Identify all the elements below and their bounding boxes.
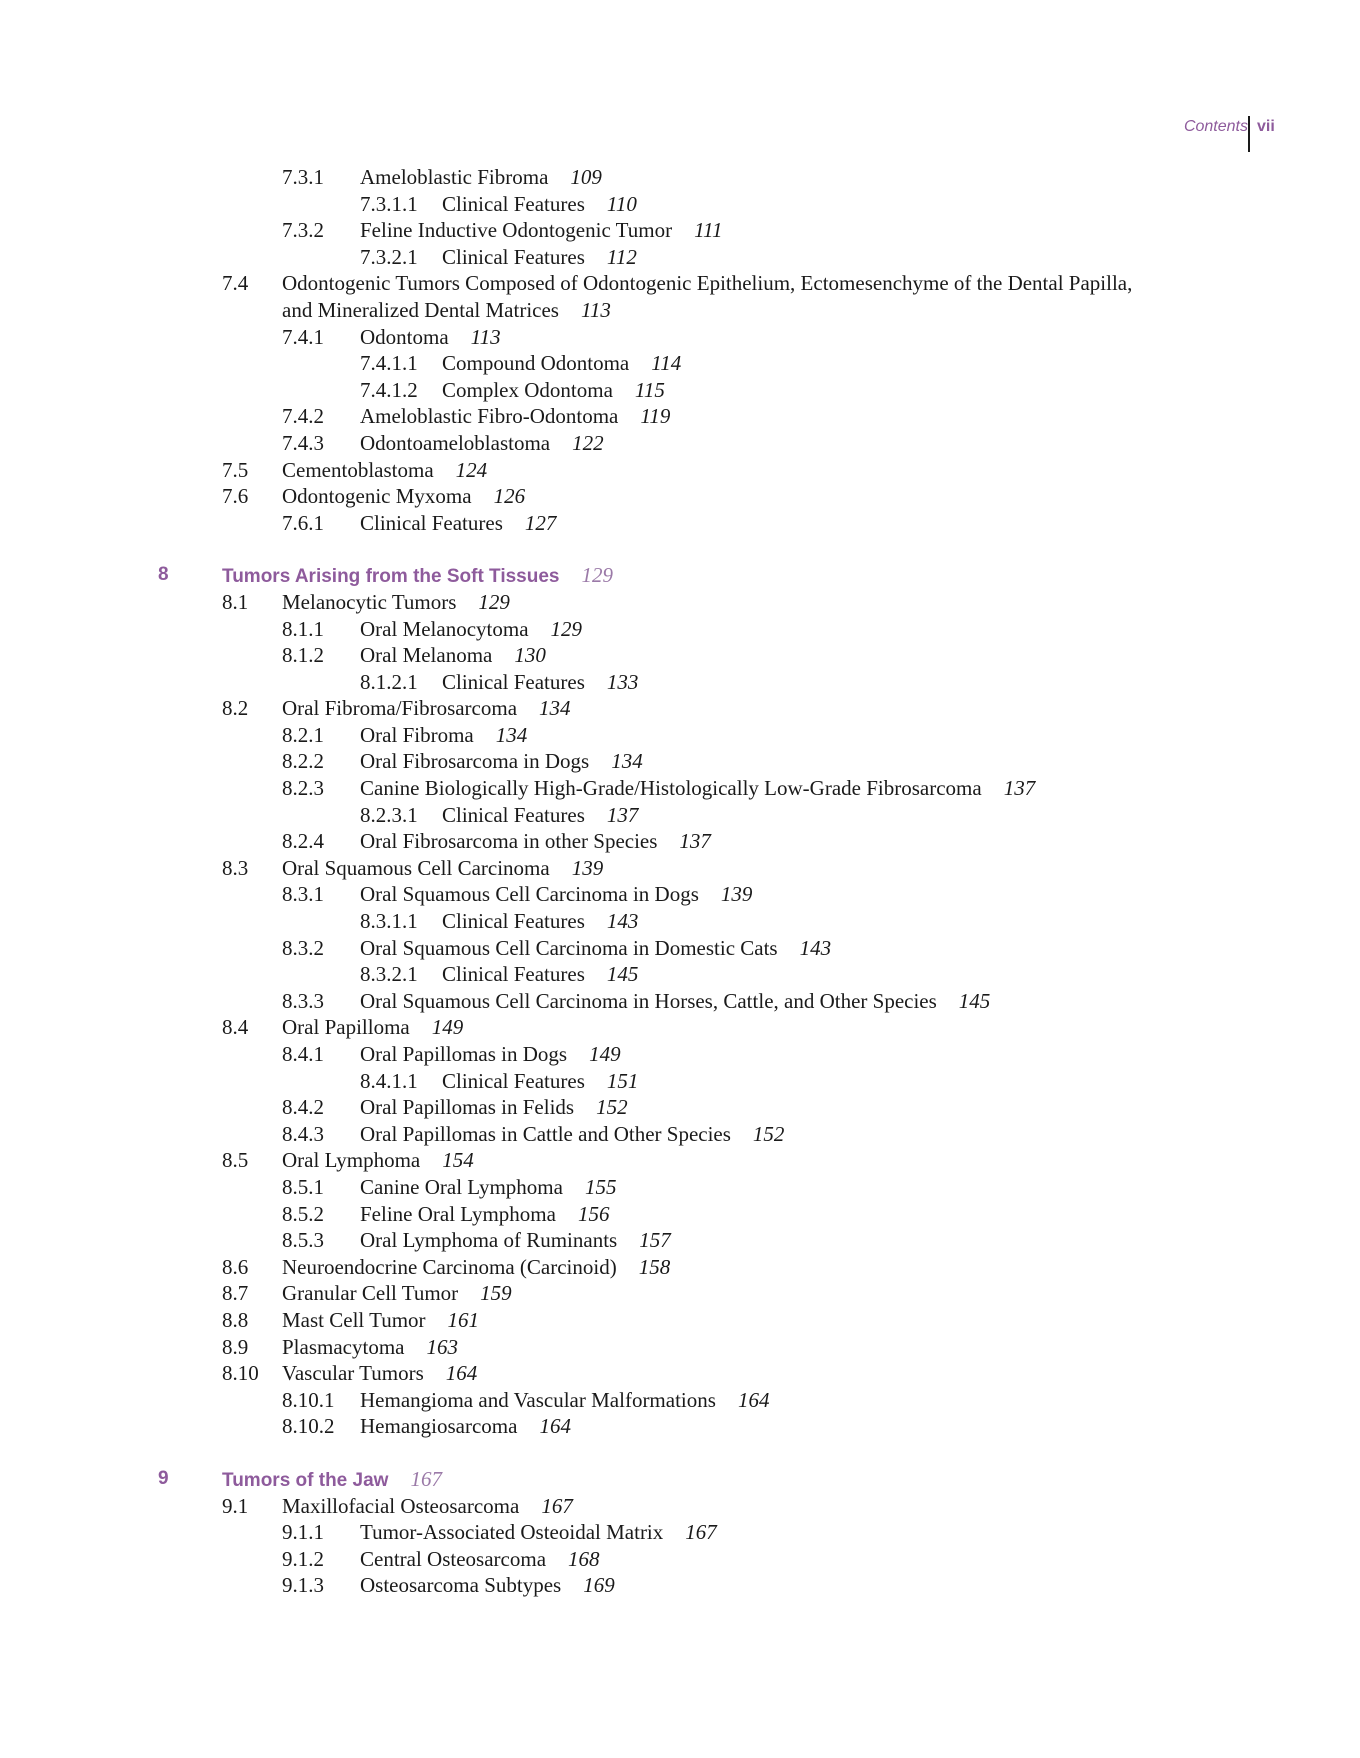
toc-entry-title: Odontogenic Myxoma (282, 484, 472, 509)
toc-entry[interactable] (0, 1334, 1360, 1361)
toc-entry-title-group (282, 1147, 474, 1174)
toc-entry-number: 8.1 (222, 589, 249, 614)
header-page-number: vii (1257, 118, 1275, 135)
toc-entry-number: 8.3 (222, 855, 249, 880)
toc-entry-title-group (282, 1254, 670, 1281)
toc-entry-title: Central Osteosarcoma (360, 1546, 547, 1571)
toc-entry-page: 145 (606, 962, 639, 987)
toc-entry-number: 8.1.2 (282, 643, 324, 668)
toc-entry-page: 137 (679, 829, 711, 854)
toc-entry-page: 139 (571, 855, 604, 880)
toc-entry[interactable] (0, 297, 1360, 324)
toc-entry[interactable] (0, 1572, 1360, 1599)
toc-entry-number: 7.4.3 (282, 430, 324, 455)
toc-entry-title: Complex Odontoma (442, 377, 613, 402)
toc-entry-title-group (360, 881, 752, 908)
toc-entry-number: 8 (158, 564, 169, 586)
toc-entry-title: Tumors Arising from the Soft Tissues (222, 566, 560, 588)
header-divider (1248, 116, 1250, 152)
toc-entry-page: 113 (580, 297, 611, 322)
toc-entry-title-group (360, 775, 1035, 802)
toc-entry[interactable] (0, 748, 1360, 775)
table-of-contents (0, 164, 1360, 1599)
toc-entry[interactable] (0, 961, 1360, 988)
toc-entry[interactable] (0, 695, 1360, 722)
toc-entry-title-group (360, 1201, 609, 1228)
toc-entry-number: 8.2.3 (282, 776, 324, 801)
toc-entry[interactable] (0, 828, 1360, 855)
toc-entry-number: 8.3.2.1 (360, 962, 418, 987)
toc-entry-number: 9.1.2 (282, 1546, 324, 1571)
toc-entry-number: 7.3.1 (282, 165, 324, 189)
toc-entry-title: Ameloblastic Fibroma (360, 165, 549, 189)
toc-entry-number: 8.10 (222, 1361, 259, 1386)
toc-entry-title: Odontoameloblastoma (360, 430, 551, 455)
toc-entry[interactable] (0, 1413, 1360, 1440)
toc-entry[interactable] (0, 722, 1360, 749)
toc-entry-title-group (442, 1068, 638, 1095)
toc-entry-number: 8.5.3 (282, 1228, 324, 1253)
toc-entry-page: 155 (584, 1174, 617, 1199)
toc-entry-title: Hemangioma and Vascular Malformations (360, 1387, 716, 1412)
toc-entry-number: 8.4.1.1 (360, 1068, 418, 1093)
toc-entry-title: Hemangiosarcoma (360, 1414, 518, 1439)
toc-entry-title-group (282, 1014, 463, 1041)
toc-entry-number: 8.3.1 (282, 882, 324, 907)
toc-entry[interactable] (0, 1360, 1360, 1387)
toc-entry-title-group (442, 350, 681, 377)
toc-entry-title-group (360, 164, 602, 191)
toc-entry-page: 145 (958, 988, 991, 1013)
toc-entry-title-group (442, 961, 638, 988)
toc-entry[interactable] (0, 164, 1360, 191)
toc-entry-title: Mast Cell Tumor (282, 1307, 426, 1332)
toc-entry[interactable] (0, 642, 1360, 669)
toc-entry-number: 9.1 (222, 1493, 249, 1518)
toc-entry-title: Clinical Features (442, 244, 585, 269)
toc-entry-title-group (360, 1094, 628, 1121)
toc-chapter-entry[interactable] (0, 562, 1360, 589)
toc-entry-title: Osteosarcoma Subtypes (360, 1573, 562, 1598)
toc-entry-title: Granular Cell Tumor (282, 1281, 459, 1306)
toc-entry[interactable] (0, 510, 1360, 537)
toc-entry-title: Oral Squamous Cell Carcinoma in Domestic Cats (360, 935, 778, 960)
toc-entry-page: 149 (431, 1015, 464, 1040)
toc-entry-title-group (360, 1387, 769, 1414)
toc-entry-number: 8.5.2 (282, 1201, 324, 1226)
toc-entry-title-group (360, 1121, 784, 1148)
toc-entry-title: Clinical Features (442, 962, 585, 987)
toc-entry-title-group (282, 1493, 573, 1520)
toc-entry-number: 8.4.1 (282, 1042, 324, 1066)
toc-entry-number: 8.4.2 (282, 1095, 324, 1120)
toc-entry-title: Odontogenic Tumors Composed of Odontogenic Epithelium, Ectomesenchyme of the Dental Papilla, (282, 271, 1133, 296)
toc-entry-page: 164 (445, 1361, 478, 1386)
toc-entry-number: 8.4 (222, 1015, 249, 1040)
toc-entry-page: 156 (577, 1201, 610, 1226)
toc-entry-title-group (282, 1280, 512, 1307)
toc-entry-page: 167 (410, 1466, 442, 1491)
toc-entry-title: Oral Melanoma (360, 643, 493, 668)
toc-entry-title-group (222, 562, 613, 591)
toc-entry-title-group (360, 722, 527, 749)
toc-entry-title: Maxillofacial Osteosarcoma (282, 1493, 520, 1518)
toc-entry-title: Oral Lymphoma (282, 1148, 421, 1173)
toc-entry-title: Clinical Features (442, 802, 585, 827)
toc-entry-title-group (282, 483, 525, 510)
toc-entry-title: Oral Lymphoma of Ruminants (360, 1228, 618, 1253)
toc-entry-title: Oral Fibrosarcoma in Dogs (360, 749, 590, 774)
toc-entry[interactable] (0, 350, 1360, 377)
toc-entry-page: 168 (568, 1546, 600, 1571)
toc-entry-title: Canine Oral Lymphoma (360, 1174, 563, 1199)
toc-entry-title-group (360, 828, 711, 855)
toc-entry[interactable] (0, 1174, 1360, 1201)
toc-entry[interactable] (0, 669, 1360, 696)
toc-entry-page: 143 (799, 935, 832, 960)
toc-entry-title-group (360, 1227, 671, 1254)
toc-entry-page: 133 (606, 669, 639, 694)
toc-entry[interactable] (0, 1387, 1360, 1414)
running-header (0, 118, 1360, 158)
toc-entry-number: 9 (158, 1467, 169, 1489)
toc-entry-number: 7.5 (222, 457, 249, 482)
toc-entry-title-group (442, 669, 638, 696)
toc-entry-number: 8.2.3.1 (360, 802, 418, 827)
toc-entry-title-group (360, 1546, 600, 1573)
toc-entry[interactable] (0, 244, 1360, 271)
toc-entry-page: 154 (442, 1148, 474, 1173)
toc-entry[interactable] (0, 1280, 1360, 1307)
toc-entry-title: Oral Fibroma/Fibrosarcoma (282, 696, 518, 721)
toc-entry-title-group (442, 244, 637, 271)
toc-entry-title-group (360, 748, 643, 775)
toc-entry-title: Oral Squamous Cell Carcinoma (282, 855, 550, 880)
toc-entry-number: 8.1.1 (282, 616, 324, 641)
toc-entry-title: Clinical Features (442, 669, 585, 694)
toc-entry-title: Oral Melanocytoma (360, 616, 529, 641)
toc-entry-number: 7.4.1.2 (360, 377, 418, 402)
toc-entry-title-group (360, 1572, 615, 1599)
toc-entry-page: 161 (447, 1307, 480, 1332)
toc-entry-page: 167 (685, 1520, 717, 1545)
toc-entry[interactable] (0, 1493, 1360, 1520)
toc-entry-page: 143 (606, 909, 639, 934)
toc-entry-title-group (282, 457, 487, 484)
toc-entry-page: 134 (611, 749, 643, 774)
toc-entry-page: 149 (589, 1042, 621, 1066)
toc-entry-title: Clinical Features (360, 510, 503, 535)
toc-entry-page: 130 (514, 643, 546, 668)
toc-entry-number: 9.1.3 (282, 1573, 324, 1598)
toc-entry-page: 113 (470, 324, 501, 349)
toc-entry-page: 167 (541, 1493, 573, 1518)
toc-entry-page: 137 (606, 802, 639, 827)
toc-entry-title-group (360, 1041, 621, 1068)
toc-entry-page: 137 (1003, 776, 1036, 801)
toc-entry-page: 127 (524, 510, 557, 535)
toc-entry[interactable] (0, 483, 1360, 510)
toc-entry-page: 122 (572, 430, 604, 455)
toc-entry[interactable] (0, 1121, 1360, 1148)
toc-entry-page: 158 (638, 1254, 671, 1279)
toc-entry[interactable] (0, 1546, 1360, 1573)
toc-entry-number: 8.3.2 (282, 935, 324, 960)
toc-entry-page: 109 (570, 165, 602, 189)
toc-entry-page: 152 (752, 1121, 785, 1146)
toc-entry-number: 7.3.1.1 (360, 191, 418, 216)
toc-entry[interactable] (0, 855, 1360, 882)
toc-entry-number: 8.2.4 (282, 829, 324, 854)
toc-entry-page: 134 (539, 696, 571, 721)
toc-entry-number: 8.10.2 (282, 1414, 335, 1439)
toc-entry[interactable] (0, 1519, 1360, 1546)
toc-entry-title-group (282, 589, 510, 616)
toc-entry-title-group (442, 377, 665, 404)
toc-entry-title: Tumor-Associated Osteoidal Matrix (360, 1520, 664, 1545)
toc-entry-title-group (442, 191, 637, 218)
toc-entry-number: 7.3.2.1 (360, 244, 418, 269)
toc-entry-title-group (282, 297, 611, 324)
toc-entry[interactable] (0, 403, 1360, 430)
toc-entry[interactable] (0, 1227, 1360, 1254)
toc-entry-number: 8.3.1.1 (360, 909, 418, 934)
toc-entry-page: 169 (583, 1573, 615, 1598)
toc-entry-title: Compound Odontoma (442, 351, 630, 376)
toc-entry[interactable] (0, 1147, 1360, 1174)
toc-entry-page: 151 (606, 1068, 639, 1093)
toc-entry-page: 139 (720, 882, 753, 907)
toc-entry-title-group (282, 1307, 479, 1334)
chapter-spacer (0, 1440, 1360, 1466)
toc-entry[interactable] (0, 1094, 1360, 1121)
toc-entry-title: Neuroendocrine Carcinoma (Carcinoid) (282, 1254, 617, 1279)
toc-entry-page: 159 (480, 1281, 512, 1306)
toc-entry-title-group (282, 695, 571, 722)
toc-entry-page: 163 (426, 1334, 458, 1359)
toc-entry-title: Oral Squamous Cell Carcinoma in Horses, Cattle, and Other Species (360, 988, 937, 1013)
toc-entry[interactable] (0, 270, 1360, 297)
toc-entry-title-group (442, 802, 638, 829)
toc-entry-title-group (282, 855, 603, 882)
toc-entry-title: Odontoma (360, 324, 449, 349)
toc-entry-title: Cementoblastoma (282, 457, 434, 482)
toc-entry[interactable] (0, 935, 1360, 962)
toc-entry-title: Oral Papillomas in Felids (360, 1095, 575, 1120)
toc-entry-title: Oral Papilloma (282, 1015, 410, 1040)
toc-entry-page: 134 (495, 722, 528, 747)
toc-entry-number: 8.10.1 (282, 1387, 335, 1412)
toc-entry-title-group (360, 1519, 717, 1546)
toc-entry-title-group (282, 270, 1132, 297)
toc-entry[interactable] (0, 1068, 1360, 1095)
toc-entry-title-group (360, 510, 556, 537)
toc-entry-number: 8.6 (222, 1254, 249, 1279)
toc-entry-page: 111 (694, 218, 723, 243)
toc-entry-number: 8.2.2 (282, 749, 324, 774)
toc-entry-title-group (360, 217, 722, 244)
toc-entry-title: and Mineralized Dental Matrices (282, 297, 559, 322)
toc-entry-page: 115 (634, 377, 665, 402)
toc-entry-number: 8.4.3 (282, 1121, 324, 1146)
toc-entry-number: 9.1.1 (282, 1520, 324, 1545)
toc-entry-title: Oral Squamous Cell Carcinoma in Dogs (360, 882, 699, 907)
toc-entry-title: Feline Oral Lymphoma (360, 1201, 556, 1226)
toc-entry-number: 8.7 (222, 1281, 249, 1306)
toc-entry[interactable] (0, 1041, 1360, 1068)
toc-entry-page: 152 (596, 1095, 628, 1120)
toc-entry[interactable] (0, 324, 1360, 351)
toc-entry-title: Vascular Tumors (282, 1361, 424, 1386)
toc-entry-page: 129 (478, 589, 510, 614)
toc-entry-number: 7.4 (222, 271, 249, 296)
toc-entry-title: Plasmacytoma (282, 1334, 405, 1359)
toc-entry-number: 8.3.3 (282, 988, 324, 1013)
toc-entry-number: 8.5 (222, 1148, 249, 1173)
toc-entry[interactable] (0, 775, 1360, 802)
toc-entry-title-group (360, 1174, 616, 1201)
toc-entry-title-group (360, 616, 582, 643)
toc-entry-page: 129 (581, 563, 613, 588)
toc-entry-title-group (360, 642, 546, 669)
toc-entry-page: 114 (651, 351, 682, 376)
toc-entry-page: 157 (639, 1228, 671, 1253)
toc-entry-title-group (360, 935, 831, 962)
toc-entry-page: 124 (455, 457, 488, 482)
toc-entry-title-group (360, 403, 670, 430)
toc-entry-title: Oral Papillomas in Cattle and Other Species (360, 1121, 731, 1146)
toc-entry[interactable] (0, 988, 1360, 1015)
chapter-spacer (0, 536, 1360, 562)
toc-entry-title-group (222, 1466, 442, 1495)
toc-entry-page: 126 (493, 484, 526, 509)
toc-entry[interactable] (0, 430, 1360, 457)
toc-entry[interactable] (0, 1254, 1360, 1281)
toc-entry-number: 8.2 (222, 696, 249, 721)
toc-entry-number: 8.5.1 (282, 1174, 324, 1199)
toc-entry[interactable] (0, 1307, 1360, 1334)
toc-entry[interactable] (0, 457, 1360, 484)
toc-entry-page: 110 (606, 191, 637, 216)
toc-entry-number: 8.1.2.1 (360, 669, 418, 694)
toc-entry-title: Oral Papillomas in Dogs (360, 1042, 568, 1066)
toc-entry-number: 7.6.1 (282, 510, 324, 535)
toc-entry-page: 119 (640, 404, 671, 429)
toc-entry[interactable] (0, 616, 1360, 643)
toc-entry-number: 7.3.2 (282, 218, 324, 243)
toc-entry[interactable] (0, 191, 1360, 218)
toc-entry-title: Clinical Features (442, 1068, 585, 1093)
toc-entry-number: 7.4.1.1 (360, 351, 418, 376)
toc-entry-title: Feline Inductive Odontogenic Tumor (360, 218, 673, 243)
toc-entry-title: Tumors of the Jaw (222, 1469, 389, 1491)
toc-entry-page: 164 (737, 1387, 770, 1412)
toc-entry[interactable] (0, 1201, 1360, 1228)
toc-entry-number: 7.4.1 (282, 324, 324, 349)
toc-entry-page: 112 (606, 244, 637, 269)
toc-entry-title-group (442, 908, 638, 935)
toc-entry[interactable] (0, 377, 1360, 404)
toc-entry-title-group (282, 1334, 458, 1361)
toc-entry[interactable] (0, 802, 1360, 829)
toc-entry-number: 7.4.2 (282, 404, 324, 429)
toc-entry[interactable] (0, 881, 1360, 908)
toc-entry-title-group (360, 988, 990, 1015)
toc-entry-title: Melanocytic Tumors (282, 589, 457, 614)
toc-entry-title: Oral Fibrosarcoma in other Species (360, 829, 658, 854)
toc-entry[interactable] (0, 589, 1360, 616)
toc-entry-title: Clinical Features (442, 909, 585, 934)
toc-entry[interactable] (0, 1014, 1360, 1041)
toc-entry-title: Oral Fibroma (360, 722, 474, 747)
toc-entry-title-group (360, 430, 604, 457)
toc-entry-title-group (360, 324, 501, 351)
toc-entry-page: 129 (550, 616, 583, 641)
toc-chapter-entry[interactable] (0, 1466, 1360, 1493)
toc-entry-title-group (282, 1360, 477, 1387)
toc-entry-number: 8.2.1 (282, 722, 324, 747)
toc-entry-title-group (360, 1413, 571, 1440)
toc-entry-title: Clinical Features (442, 191, 585, 216)
toc-entry-number: 7.6 (222, 484, 249, 509)
toc-entry-title: Canine Biologically High-Grade/Histologically Low-Grade Fibrosarcoma (360, 776, 982, 801)
toc-entry[interactable] (0, 908, 1360, 935)
toc-entry-number: 8.8 (222, 1307, 249, 1332)
toc-entry-number: 8.9 (222, 1334, 249, 1359)
toc-entry-page: 164 (539, 1414, 571, 1439)
header-section-label: Contents (1183, 118, 1248, 135)
toc-entry-title: Ameloblastic Fibro-Odontoma (360, 404, 619, 429)
toc-entry[interactable] (0, 217, 1360, 244)
